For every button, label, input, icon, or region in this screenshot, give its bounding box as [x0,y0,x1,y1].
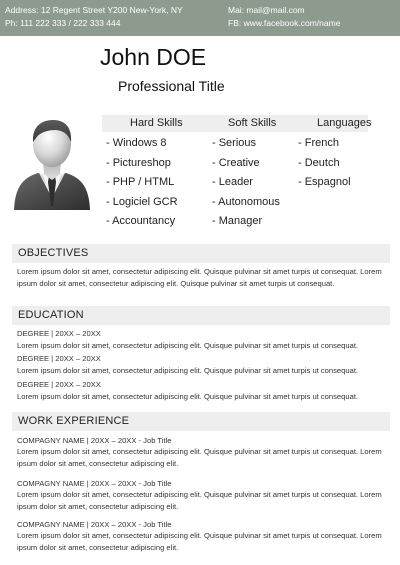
soft-skills-heading: Soft Skills [228,117,277,129]
list-item: - Deutch [298,156,340,169]
education-header [12,306,390,325]
objectives-text: Lorem ipsum dolor sit amet, consectetur adipiscing elit. Quisque pulvinar sit amet turpis ut consequat. Lorem ipsum dolor sit amet, consectetur adipiscing elit. Quisque pulvinar sit amet turpis ut consequat. [17,267,382,288]
list-item: - Creative [212,156,260,169]
education-description: Lorem ipsum dolor sit amet, consectetur adipiscing elit. Quisque pulvinar sit amet turpis ut consequat. [17,341,359,350]
contact-bar [0,0,400,36]
list-item: - Windows 8 [106,137,167,149]
job-heading: COMPAGNY NAME | 20XX – 20XX - Job Title [17,479,172,488]
list-item: - Accountancy [106,215,176,228]
list-item: - Logiciel GCR [106,195,178,208]
hard-skills-list [106,136,178,234]
list-item: - Serious [212,137,257,149]
job-description: Lorem ipsum dolor sit amet, consectetur adipiscing elit. Quisque pulvinar sit amet turpis ut consequat. Lorem ipsum dolor sit amet, consectetur adipiscing elit. [17,447,382,468]
candidate-name: John DOE [100,44,207,70]
objectives-header [12,244,390,263]
education-description: Lorem ipsum dolor sit amet, consectetur adipiscing elit. Quisque pulvinar sit amet turpis ut consequat. [17,366,359,375]
professional-title: Professional Title [118,78,225,94]
education-description: Lorem ipsum dolor sit amet, consectetur adipiscing elit. Quisque pulvinar sit amet turpis ut consequat. [17,392,359,401]
education-degree: DEGREE | 20XX – 20XX [17,380,101,389]
list-item: - Autonomous [212,195,280,208]
section-title: WORK EXPERIENCE [18,415,130,427]
list-item: - Leader [212,176,253,189]
list-item: - PHP / HTML [106,176,175,189]
hard-skills-heading: Hard Skills [130,117,183,129]
job-description: Lorem ipsum dolor sit amet, consectetur adipiscing elit. Quisque pulvinar sit amet turpis ut consequat. Lorem ipsum dolor sit amet, consectetur adipiscing elit. [17,531,382,552]
contact-phone: Ph: 111 222 333 / 222 333 444 [5,18,121,28]
section-title: EDUCATION [18,309,84,321]
list-item: - French [298,137,339,149]
soft-skills-list [212,136,280,234]
job-heading: COMPAGNY NAME | 20XX – 20XX - Job Title [17,520,172,529]
job-heading: COMPAGNY NAME | 20XX – 20XX - Job Title [17,436,172,445]
languages-heading: Languages [317,117,372,129]
contact-email: Mai: mail@mail.com [228,5,305,15]
section-title: OBJECTIVES [18,247,89,259]
education-degree: DEGREE | 20XX – 20XX [17,329,101,338]
person-silhouette-icon [12,116,92,210]
work-experience-header [12,412,390,431]
job-description: Lorem ipsum dolor sit amet, consectetur adipiscing elit. Quisque pulvinar sit amet turpis ut consequat. Lorem ipsum dolor sit amet, consectetur adipiscing elit. [17,490,382,511]
list-item: - Pictureshop [106,156,171,169]
skills-header [102,115,372,132]
contact-address: Address: 12 Regent Street Y200 New-York, NY [5,5,183,15]
list-item: - Espagnol [298,176,351,189]
languages-list [298,136,351,195]
education-degree: DEGREE | 20XX – 20XX [17,354,101,363]
contact-facebook: FB: www.facebook.com/name [228,18,341,28]
list-item: - Manager [212,215,263,228]
